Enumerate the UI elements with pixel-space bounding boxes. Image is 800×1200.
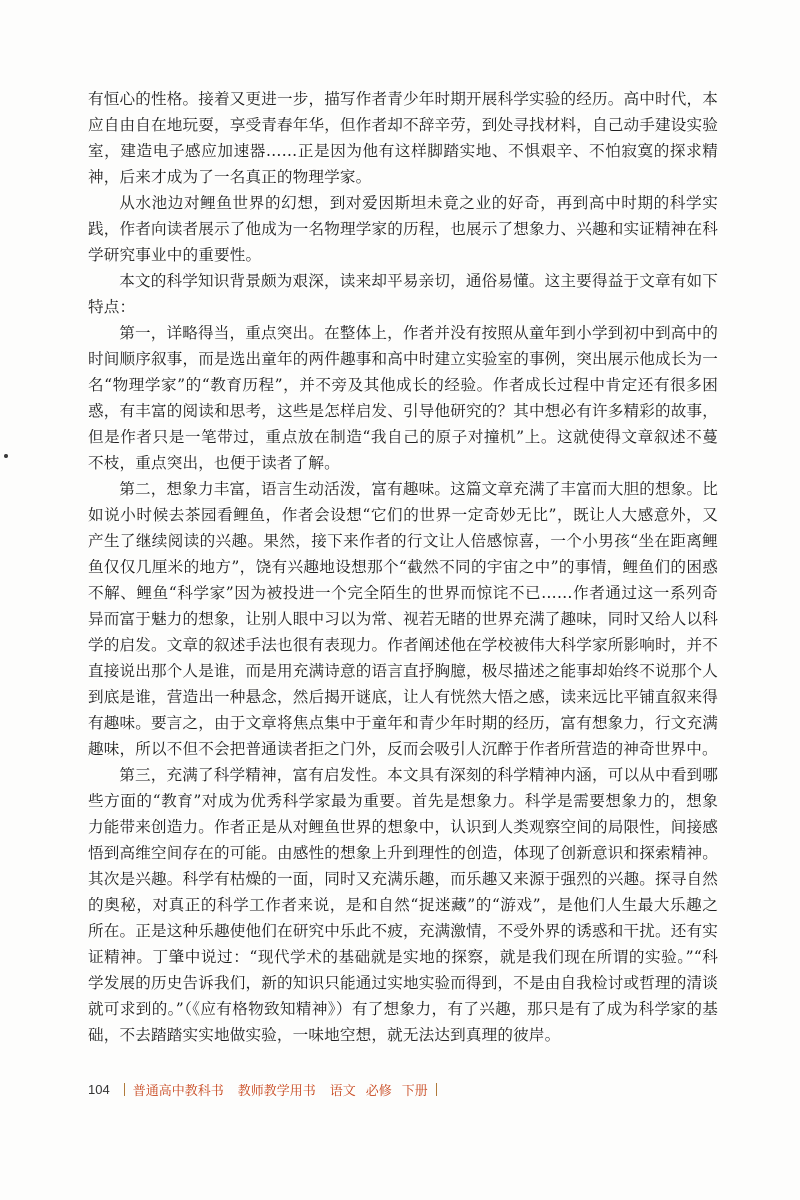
volume-label: 下册 [401,1082,428,1098]
paragraph-feature-two: 第二，想象力丰富，语言生动活泼，富有趣味。这篇文章充满了丰富而大胆的想象。比如说小时候去茶园看鲤鱼，作者会设想“它们的世界一定奇妙无比”，既让人大感意外，又产生了继续阅读的兴趣。果然，接下来作者的行文让人倍感惊喜，一个小男孩“坐在距离鲤鱼仅仅几厘米的地方”，饶有兴趣地设想那个“截然不同的宇宙之中”的事情，鲤鱼们的困惑不解、鲤鱼“科学家”因为被投进一个完全陌生的世界而惊诧不已……作者通过这一系列奇异而富于魅力的想象，让别人眼中习以为常、视若无睹的世界充满了趣味，同时又给人以科学的启发。文章的叙述手法也很有表现力。作者阐述他在学校被伟大科学家所影响时，并不直接说出那个人是谁，而是用充满诗意的语言直抒胸臆，极尽描述之能事却始终不说那个人到底是谁，营造出一种悬念，然后揭开谜底，让人有恍然大悟之感，读来远比平铺直叙来得有趣味。要言之，由于文章将焦点集中于童年和青少年时期的经历，富有想象力，行文充满趣味，所以不但不会把普通读者拒之门外，反而会吸引人沉醉于作者所营造的神奇世界中。 [88,480,718,758]
paragraph-summary: 从水池边对鲤鱼世界的幻想，到对爱因斯坦未竟之业的好奇，再到高中时期的科学实践，作者向读者展示了他成为一名物理学家的历程，也展示了想象力、兴趣和实证精神在科学研究事业中的重要性。 [88,194,718,264]
paragraph-feature-one: 第一，详略得当，重点突出。在整体上，作者并没有按照从童年到小学到初中到高中的时间顺序叙事，而是选出童年的两件趣事和高中时建立实验室的事例，突出展示他成长为一名“物理学家”的“教育历程”，并不旁及其他成长的经验。作者成长过程中肯定还有很多困惑，有丰富的阅读和思考，这些是怎样启发、引导他研究的？其中想必有许多精彩的故事，但是作者只是一笔带过，重点放在制造“我自己的原子对撞机”上。这就使得文章叙述不蔓不枝，重点突出，也便于读者了解。 [88,324,718,472]
footer-separator-end [436,1083,437,1096]
page-footer [88,1079,437,1099]
teacher-guide-title: 教师教学用书 [237,1082,316,1098]
book-series-title: 普通高中教科书 [132,1082,224,1098]
page-number: 104 [88,1081,110,1097]
paragraph-continuation: 有恒心的性格。接着又更进一步，描写作者青少年时期开展科学实验的经历。高中时代，本应自由自在地玩耍，享受青春年华，但作者却不辞辛劳，到处寻找材料，自己动手建设实验室，建造电子感应加速器……正是因为他有这样脚踏实地、不惧艰辛、不怕寂寞的探求精神，后来才成为了一名真正的物理学家。 [88,90,718,186]
paragraph-feature-three: 第三，充满了科学精神，富有启发性。本文具有深刻的科学精神内涵，可以从中看到哪些方面的“教育”对成为优秀科学家最为重要。首先是想象力。科学是需要想象力的，想象力能带来创造力。作者正是从对鲤鱼世界的想象中，认识到人类观察空间的局限性，间接感悟到高维空间存在的可能。由感性的想象上升到理性的创造，体现了创新意识和探索精神。其次是兴趣。科学有枯燥的一面，同时又充满乐趣，而乐趣又来源于强烈的兴趣。探寻自然的奥秘，对真正的科学工作者来说，是和自然“捉迷藏”的“游戏”，是他们人生最大乐趣之所在。正是这种乐趣使他们在研究中乐此不疲，充满激情，不受外界的诱惑和干扰。还有实证精神。丁肇中说过：“现代学术的基础就是实地的探察，就是我们现在所谓的实验。”“科学发展的历史告诉我们，新的知识只能通过实地实验而得到，不是由自我检讨或哲理的清谈就可求到的。”（《应有格物致知精神》）有了想象力，有了兴趣，那只是有了成为科学家的基础，不去踏踏实实地做实验，一味地空想，就无法达到真理的彼岸。 [88,766,718,1044]
required-label: 必修 [365,1082,392,1098]
body-text [88,86,718,1048]
margin-dot [4,454,8,458]
subject-label: 语文 [329,1082,356,1098]
footer-separator [124,1083,125,1096]
paragraph-features-intro: 本文的科学知识背景颇为艰深，读来却平易亲切，通俗易懂。这主要得益于文章有如下特点： [88,272,718,316]
